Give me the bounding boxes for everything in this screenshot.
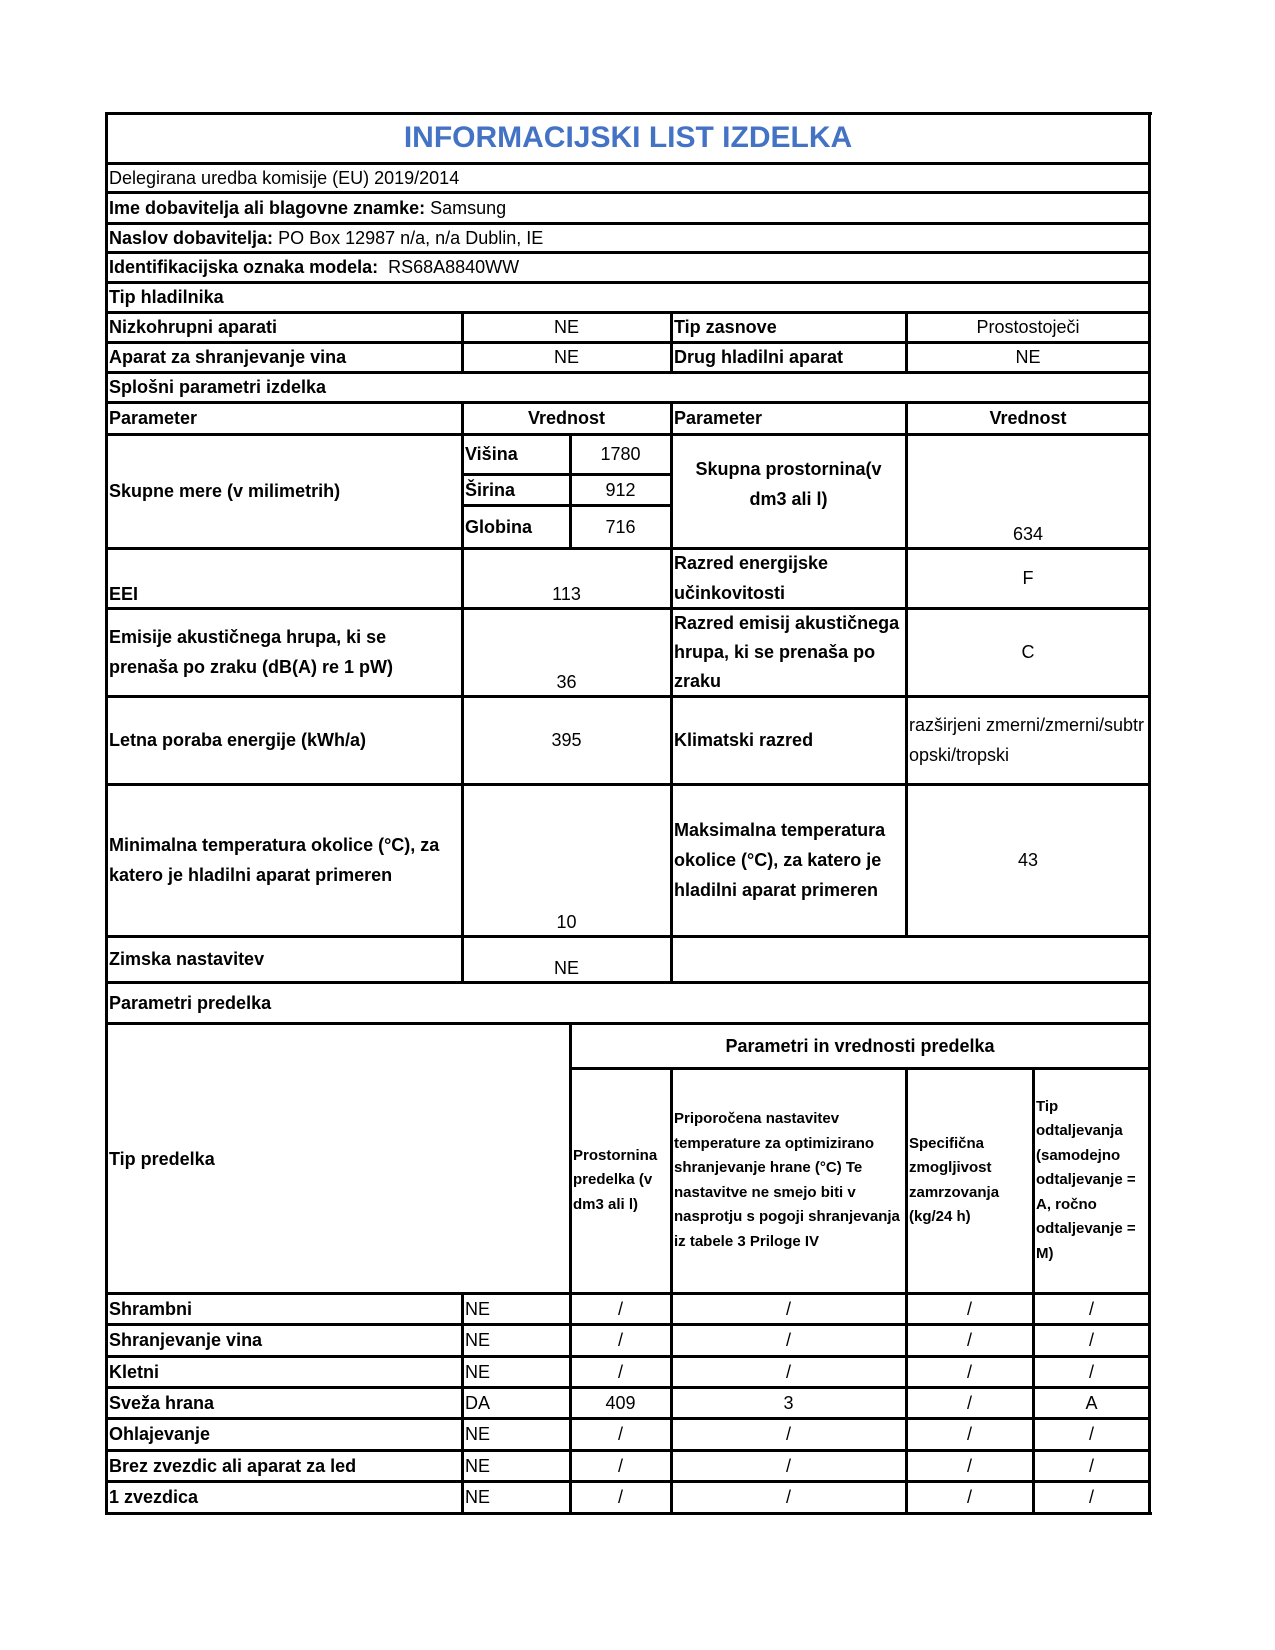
- page-title: INFORMACIJSKI LIST IZDELKA: [403, 121, 853, 154]
- compartment-volume: /: [617, 1486, 623, 1507]
- compartment-present: DA: [465, 1392, 491, 1413]
- compartment-volume: /: [617, 1361, 623, 1382]
- max-temp-value: 43: [1017, 850, 1039, 870]
- model-label: Identifikacijska oznaka modela:: [109, 257, 379, 277]
- noise-label: Emisije akustičnega hrupa, ki se prenaša po zraku (dB(A) re 1 pW): [109, 627, 394, 677]
- compartment-name: 1 zvezdica: [109, 1486, 199, 1507]
- climate-class-label: Klimatski razred: [674, 730, 814, 750]
- eei-label: EEI: [109, 584, 139, 604]
- compartment-freeze: /: [966, 1424, 972, 1444]
- compartment-freeze: /: [966, 1392, 972, 1413]
- compartment-freeze: /: [966, 1298, 972, 1319]
- fridge-type-heading: Tip hladilnika: [109, 287, 224, 307]
- compartment-defrost: /: [1088, 1486, 1094, 1507]
- param-header: Parameter: [109, 408, 198, 428]
- compartment-name: Ohlajevanje: [109, 1424, 211, 1444]
- supplier-label: Ime dobavitelja ali blagovne znamke:: [109, 197, 426, 218]
- climate-class-value: razširjeni zmerni/zmerni/subtropski/tropski: [909, 715, 1145, 765]
- compartment-temp: /: [785, 1298, 791, 1319]
- winter-value: NE: [553, 958, 579, 978]
- compartment-temp: /: [785, 1424, 791, 1444]
- noise-class-value: C: [1021, 642, 1035, 662]
- annual-energy-value: 395: [551, 730, 582, 750]
- compartment-volume: 409: [605, 1392, 636, 1413]
- compartment-temp: /: [785, 1361, 791, 1382]
- depth-label: Globina: [465, 516, 532, 537]
- compartment-type-label: Tip predelka: [109, 1148, 215, 1169]
- max-temp-label: Maksimalna temperatura okolice (°C), za katero je hladilni aparat primeren: [674, 820, 886, 900]
- compartment-temp: /: [785, 1486, 791, 1507]
- compartment-name: Kletni: [109, 1361, 160, 1382]
- design-type-value: Prostostoječi: [976, 317, 1080, 337]
- noise-value: 36: [556, 672, 577, 692]
- compartment-temp: /: [785, 1330, 791, 1350]
- compartments-heading: Parametri predelka: [109, 992, 272, 1013]
- value-header: Vrednost: [527, 408, 606, 428]
- address-label: Naslov dobavitelja:: [109, 227, 274, 248]
- col-volume-header: Prostornina predelka (v dm3 ali l): [573, 1146, 658, 1213]
- winter-label: Zimska nastavitev: [109, 949, 265, 969]
- col-freeze-header: Specifična zmogljivost zamrzovanja (kg/24 h): [909, 1134, 1000, 1225]
- compartment-group-label: Parametri in vrednosti predelka: [725, 1036, 995, 1056]
- compartment-name: Shranjevanje vina: [109, 1330, 263, 1350]
- compartment-temp: 3: [783, 1392, 794, 1413]
- model-value: RS68A8840WW: [378, 257, 520, 277]
- param-header-2: Parameter: [674, 408, 763, 428]
- depth-value: 716: [605, 516, 636, 537]
- address-row: [106, 223, 1150, 252]
- compartment-present: NE: [465, 1486, 491, 1507]
- address-value: PO Box 12987 n/a, n/a Dublin, IE: [273, 227, 544, 248]
- compartment-volume: /: [617, 1298, 623, 1319]
- compartment-defrost: A: [1085, 1392, 1098, 1413]
- compartment-defrost: /: [1088, 1424, 1094, 1444]
- dimensions-label: Skupne mere (v milimetrih): [109, 481, 341, 501]
- compartment-volume: /: [617, 1330, 623, 1350]
- total-volume-label: Skupna prostornina(v dm3 ali l): [695, 459, 882, 509]
- supplier-row: [106, 192, 1150, 223]
- min-temp-label: Minimalna temperatura okolice (°C), za katero je hladilni aparat primeren: [109, 835, 440, 885]
- min-temp-value: 10: [556, 912, 577, 932]
- compartment-freeze: /: [966, 1455, 972, 1476]
- low-noise-value: NE: [553, 317, 579, 337]
- compartment-temp: /: [785, 1455, 791, 1476]
- compartment-freeze: /: [966, 1486, 972, 1507]
- compartment-name: Sveža hrana: [109, 1392, 215, 1413]
- compartment-defrost: /: [1088, 1298, 1094, 1319]
- compartment-defrost: /: [1088, 1455, 1094, 1476]
- energy-class-label: Razred energijske učinkovitosti: [674, 553, 829, 603]
- general-heading: Splošni parametri izdelka: [109, 377, 327, 397]
- eei-value: 113: [552, 584, 581, 604]
- design-type-label: Tip zasnove: [674, 317, 777, 337]
- compartment-present: NE: [465, 1330, 491, 1350]
- compartment-defrost: /: [1088, 1330, 1094, 1350]
- col-temp-header: Priporočena nastavitev temperature za optimizirano shranjevanje hrane (°C) Te nastavitve ne smejo biti v nasprotju s pogoji shranjevanja iz tabele 3 Priloge IV: [674, 1110, 900, 1250]
- wine-storage-value: NE: [553, 347, 579, 367]
- compartment-name: Shrambni: [109, 1298, 193, 1319]
- compartment-present: NE: [465, 1361, 491, 1382]
- value-header-2: Vrednost: [989, 408, 1067, 428]
- col-defrost-header: Tip odtaljevanja (samodejno odtaljevanje = A, ročno odtaljevanje = M): [1036, 1097, 1136, 1262]
- wine-storage-label: Aparat za shranjevanje vina: [109, 347, 347, 367]
- other-appliance-value: NE: [1015, 347, 1041, 367]
- energy-class-value: F: [1022, 568, 1034, 588]
- compartment-name: Brez zvezdic ali aparat za led: [109, 1455, 357, 1476]
- noise-class-label: Razred emisij akustičnega hrupa, ki se prenaša po zraku: [674, 612, 900, 691]
- total-volume-value: 634: [1012, 524, 1044, 544]
- supplier-value: Samsung: [425, 197, 507, 218]
- compartment-present: NE: [465, 1424, 491, 1444]
- width-value: 912: [605, 479, 636, 500]
- width-label: Širina: [465, 479, 516, 500]
- other-appliance-label: Drug hladilni aparat: [674, 347, 844, 367]
- low-noise-label: Nizkohrupni aparati: [109, 317, 278, 337]
- compartment-freeze: /: [966, 1330, 972, 1350]
- compartment-present: NE: [465, 1298, 491, 1319]
- compartment-defrost: /: [1088, 1361, 1094, 1382]
- annual-energy-label: Letna poraba energije (kWh/a): [109, 730, 367, 750]
- regulation-text: Delegirana uredba komisije (EU) 2019/2014: [109, 167, 460, 188]
- compartment-volume: /: [617, 1424, 623, 1444]
- compartment-present: NE: [465, 1455, 491, 1476]
- height-value: 1780: [600, 444, 641, 464]
- height-label: Višina: [465, 444, 518, 464]
- compartment-volume: /: [617, 1455, 623, 1476]
- compartment-freeze: /: [966, 1361, 972, 1382]
- model-row: [106, 252, 1150, 282]
